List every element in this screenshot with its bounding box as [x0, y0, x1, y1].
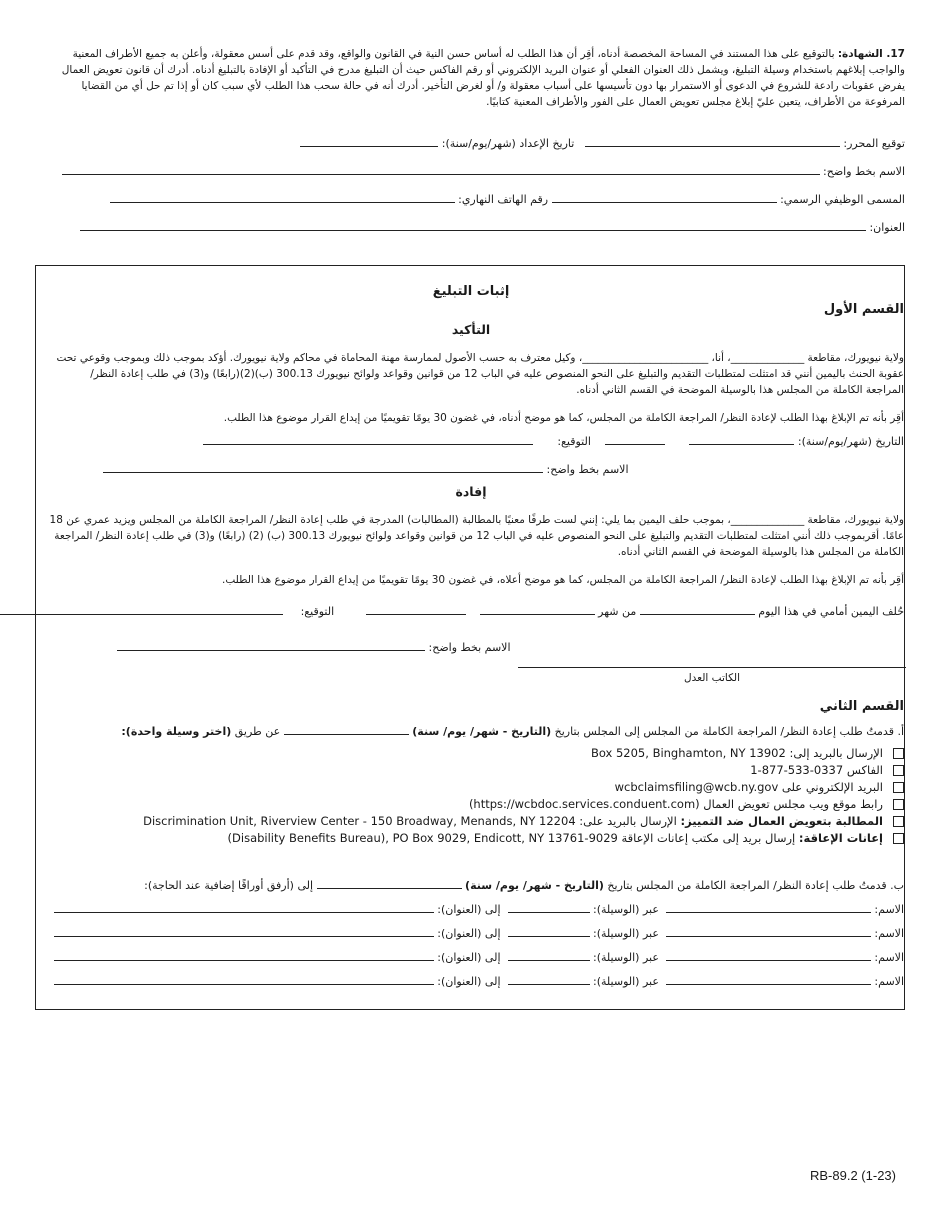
part2-heading: القسم الثاني	[819, 699, 904, 714]
service-via-label: عبر (الوسيلة):	[593, 975, 659, 988]
sworn-month-field[interactable]	[480, 602, 595, 615]
part2-b-row	[56, 876, 904, 894]
affidavit-signature-label: التوقيع:	[300, 605, 335, 618]
service-to-label: إلى (العنوان):	[437, 927, 501, 940]
service-row	[56, 948, 904, 966]
form-id: RB-89.2 (1-23)	[810, 1168, 896, 1183]
affidavit-text: ولاية نيويورك، مقاطعة ______________، بموجب حلف اليمين بما يلي: إنني لست طرفًا معنيًا بالمطالبة (المطالبات) المدرجة في طلب إعادة النظر/ المراجعة الكاملة من المجلس ويزيد عمري عن 18 عامًا. أقربموجب ذلك أنني امتثلت لمتطلبات التقديم والتبليغ على النحو المنصوص عليه في الباب 12 من قوانين وقواعد ولوائح نيويورك 300.13 (ب) (2) (رابعًا) و(3) في طلب إعادة النظر/ المراجعة الكاملة من المجلس هذا بالوسيلة الموضحة في القسم الثاني أدناه.	[49, 514, 904, 558]
option-web-label: رابط موقع ويب مجلس تعويض العمال	[703, 797, 883, 811]
affirmation-title: التأكيد	[451, 322, 491, 337]
service-via-label: عبر (الوسيلة):	[593, 951, 659, 964]
service-name-field[interactable]	[666, 972, 871, 985]
service-name-field[interactable]	[666, 948, 871, 961]
option-disability-label2: إرسال بريد إلى مكتب إعانات الإعاقة	[621, 831, 796, 845]
service-name-label: الاسم:	[874, 975, 904, 988]
affidavit-served: أقِر بأنه تم الإبلاغ بهذا الطلب لإعادة النظر/ المراجعة الكاملة من المجلس، كما هو موضح أعلاه، في غضون 30 يومًا تقويميًا من إيداع القرار موضوع هذا الطلب.	[222, 574, 904, 586]
address-field[interactable]	[80, 218, 866, 231]
part2-b-to: إلى	[297, 879, 314, 892]
service-to-label: إلى (العنوان):	[437, 951, 501, 964]
option-web[interactable]	[56, 796, 904, 813]
service-row	[56, 900, 904, 918]
service-via-label: عبر (الوسيلة):	[593, 903, 659, 916]
affirmation-signature-label: التوقيع:	[557, 435, 591, 448]
prep-date-label: تاريخ الإعداد (شهر/يوم/سنة):	[441, 137, 575, 150]
official-title-label: المسمى الوظيفي الرسمي:	[780, 193, 905, 206]
option-web-value: (https://wcbdoc.services.conduent.com)	[468, 797, 700, 811]
service-to-label: إلى (العنوان):	[437, 975, 501, 988]
preparer-signature-field[interactable]	[585, 134, 840, 147]
clerk-label: الكاتب العدل	[683, 672, 740, 684]
title-phone-row	[55, 190, 905, 208]
sworn-year-field[interactable]	[366, 602, 466, 615]
affirmation-print-name-row	[56, 460, 904, 478]
proof-of-service-box	[35, 265, 905, 1010]
address-label: العنوان:	[869, 221, 905, 234]
part2-a-via: عن طريق	[234, 725, 281, 738]
option-mail-value: Box 5205, Binghamton, NY 13902	[590, 746, 786, 760]
option-mail-label: الإرسال بالبريد إلى:	[789, 746, 883, 760]
affirmation-print-name-field[interactable]	[103, 460, 543, 473]
service-row	[56, 972, 904, 990]
day-phone-label: رقم الهاتف النهاري:	[458, 193, 549, 206]
option-discrimination-value: Discrimination Unit, Riverview Center - 150 Broadway, Menands, NY 12204	[143, 814, 576, 828]
option-email-value: wcbclaimsfiling@wcb.ny.gov	[614, 780, 779, 794]
affirmation-date-field[interactable]	[689, 432, 794, 445]
option-mail[interactable]	[56, 745, 904, 762]
option-discrimination-checkbox[interactable]	[893, 816, 904, 827]
part2-a-date-hint: (التاريخ - شهر/ يوم/ سنة)	[412, 725, 552, 738]
option-discrimination-label2: الإرسال بالبريد على:	[579, 814, 677, 828]
option-disability-checkbox[interactable]	[893, 833, 904, 844]
option-disability-value: (Disability Benefits Bureau), PO Box 9029, Endicott, NY 13761-9029	[227, 831, 618, 845]
affidavit-print-name-row	[56, 638, 904, 656]
prep-date-field[interactable]	[300, 134, 438, 147]
service-address-field[interactable]	[54, 900, 434, 913]
sworn-row	[56, 602, 904, 620]
option-mail-checkbox[interactable]	[893, 748, 904, 759]
part1-heading: القسم الأول	[823, 302, 904, 317]
option-web-checkbox[interactable]	[893, 799, 904, 810]
certification-heading: 17. الشهادة:	[837, 48, 905, 60]
affirmation-text: ولاية نيويورك، مقاطعة ______________، أنا، ________________________، وكيل معترف به حسب الأصول لممارسة مهنة المحاماة في محاكم ولاية نيويورك. أؤكد بموجب ذلك وبموجب وقوعي تحت عقوبة الحنث باليمين أنني قد امتثلت لمتطلبات التقديم والتبليغ على النحو المنصوص عليه في الباب 12 من قوانين وقواعد ولوائح نيويورك 300.13 (ب)(2)(رابعًا) و(3) في طلب إعادة النظر/ المراجعة الكاملة من المجلس هذا بالوسيلة الموضحة في القسم الثاني أدناه.	[56, 352, 904, 396]
affidavit-signature-field[interactable]	[0, 602, 283, 615]
service-name-field[interactable]	[666, 924, 871, 937]
service-address-field[interactable]	[54, 948, 434, 961]
preparer-signature-label: توقيع المحرر:	[843, 137, 905, 150]
proof-title: إثبات التبليغ	[432, 284, 510, 299]
day-phone-field[interactable]	[110, 190, 455, 203]
service-name-field[interactable]	[666, 900, 871, 913]
option-fax[interactable]	[56, 762, 904, 779]
print-name-label: الاسم بخط واضح:	[823, 165, 905, 178]
part2-a-date-field[interactable]	[284, 722, 409, 735]
service-address-field[interactable]	[54, 972, 434, 985]
sworn-day-label: حُلف اليمين أمامي في هذا اليوم	[758, 605, 904, 618]
option-fax-label: الفاكس	[846, 763, 883, 777]
part2-a-row	[56, 722, 904, 740]
option-email[interactable]	[56, 779, 904, 796]
affirmation-date-field-2[interactable]	[605, 432, 665, 445]
service-name-label: الاسم:	[874, 903, 904, 916]
affirmation-signature-field[interactable]	[203, 432, 533, 445]
affirmation-served: أقِر بأنه تم الإبلاغ بهذا الطلب لإعادة النظر/ المراجعة الكاملة من المجلس، كما هو موضح أدناه، في غضون 30 يومًا تقويميًا من إيداع القرار موضوع هذا الطلب.	[223, 412, 904, 424]
service-via-field[interactable]	[508, 900, 590, 913]
option-disability-label: إعانات الإعاقة:	[798, 831, 883, 845]
service-row	[56, 924, 904, 942]
certification-body: بالتوقيع على هذا المستند في المساحة المخصصة أدناه، أقِر أن هذا الطلب له أساس حسن النية في القانون والواقع، وقد قدم على أسس معقولة، وأعلن به جميع الأطراف المعنية والواجب إبلاغهم باستخدام وسيلة التبليغ، ويشمل ذلك العنوان الفعلي أو عنوان البريد الإلكتروني أو رقم الفاكس حيث أن التبليغ مدرج في التأكيد أو الإفادة بالتبليغ أدناه. أدرك أن قانون تعويض العمال يفرض عقوبات رادعة للشروع في الدعوى أو الاستمرار بها دون تأسيسها على أسباب معقولة و/ أو لغرض التأخير. أدرك أنه في حالة سحب هذا الطلب لأي سبب كان أو إذا تم حل أي من القضايا المرفوعة من الأطراف، يتعين عليّ إبلاغ مجلس تعويض العمال على الفور والأطراف المعنية كتابيًا.	[61, 48, 905, 108]
option-email-label: البريد الإلكتروني على	[781, 780, 883, 794]
affidavit-print-name-field[interactable]	[117, 638, 425, 651]
certification-paragraph	[55, 46, 905, 110]
service-address-field[interactable]	[54, 924, 434, 937]
service-to-label: إلى (العنوان):	[437, 903, 501, 916]
part2-b-date-field[interactable]	[317, 876, 462, 889]
part2-a-pre: أ. قدمتُ طلب إعادة النظر/ المراجعة الكاملة من المجلس إلى المجلس بتاريخ	[554, 725, 904, 738]
option-discrimination-label: المطالبة بتعويض العمال ضد التمييز:	[680, 814, 883, 828]
official-title-field[interactable]	[552, 190, 777, 203]
affirmation-date-label: التاريخ (شهر/يوم/سنة):	[797, 435, 904, 448]
part2-b-date-hint: (التاريخ - شهر/ يوم/ سنة)	[465, 879, 604, 892]
part2-a-choose: (اختر وسيلة واحدة):	[121, 725, 232, 738]
address-row	[55, 218, 905, 236]
service-via-field[interactable]	[508, 924, 590, 937]
preparer-signature-row	[55, 134, 905, 152]
affidavit-title: إفادة	[455, 484, 487, 499]
print-name-row	[55, 162, 905, 180]
of-month-label: من شهر	[598, 605, 637, 618]
option-fax-value: 1-877-533-0337	[750, 763, 844, 777]
service-via-label: عبر (الوسيلة):	[593, 927, 659, 940]
option-discrimination[interactable]	[56, 813, 904, 830]
service-via-field[interactable]	[508, 972, 590, 985]
part2-b-pre: ب. قدمتُ طلب إعادة النظر/ المراجعة الكاملة من المجلس بتاريخ	[607, 879, 904, 892]
option-fax-checkbox[interactable]	[893, 765, 904, 776]
service-via-field[interactable]	[508, 948, 590, 961]
clerk-signature-line[interactable]	[518, 667, 906, 668]
option-email-checkbox[interactable]	[893, 782, 904, 793]
part2-b-attach: (أرفق أوراقًا إضافية عند الحاجة):	[144, 879, 294, 892]
sworn-day-field[interactable]	[640, 602, 755, 615]
service-name-label: الاسم:	[874, 927, 904, 940]
delivery-options	[56, 745, 904, 847]
affidavit-print-name-label: الاسم بخط واضح:	[428, 641, 511, 654]
affirmation-print-name-label: الاسم بخط واضح:	[546, 463, 629, 476]
print-name-field[interactable]	[62, 162, 820, 175]
option-disability[interactable]	[56, 830, 904, 847]
service-name-label: الاسم:	[874, 951, 904, 964]
affirmation-date-row	[56, 432, 904, 450]
